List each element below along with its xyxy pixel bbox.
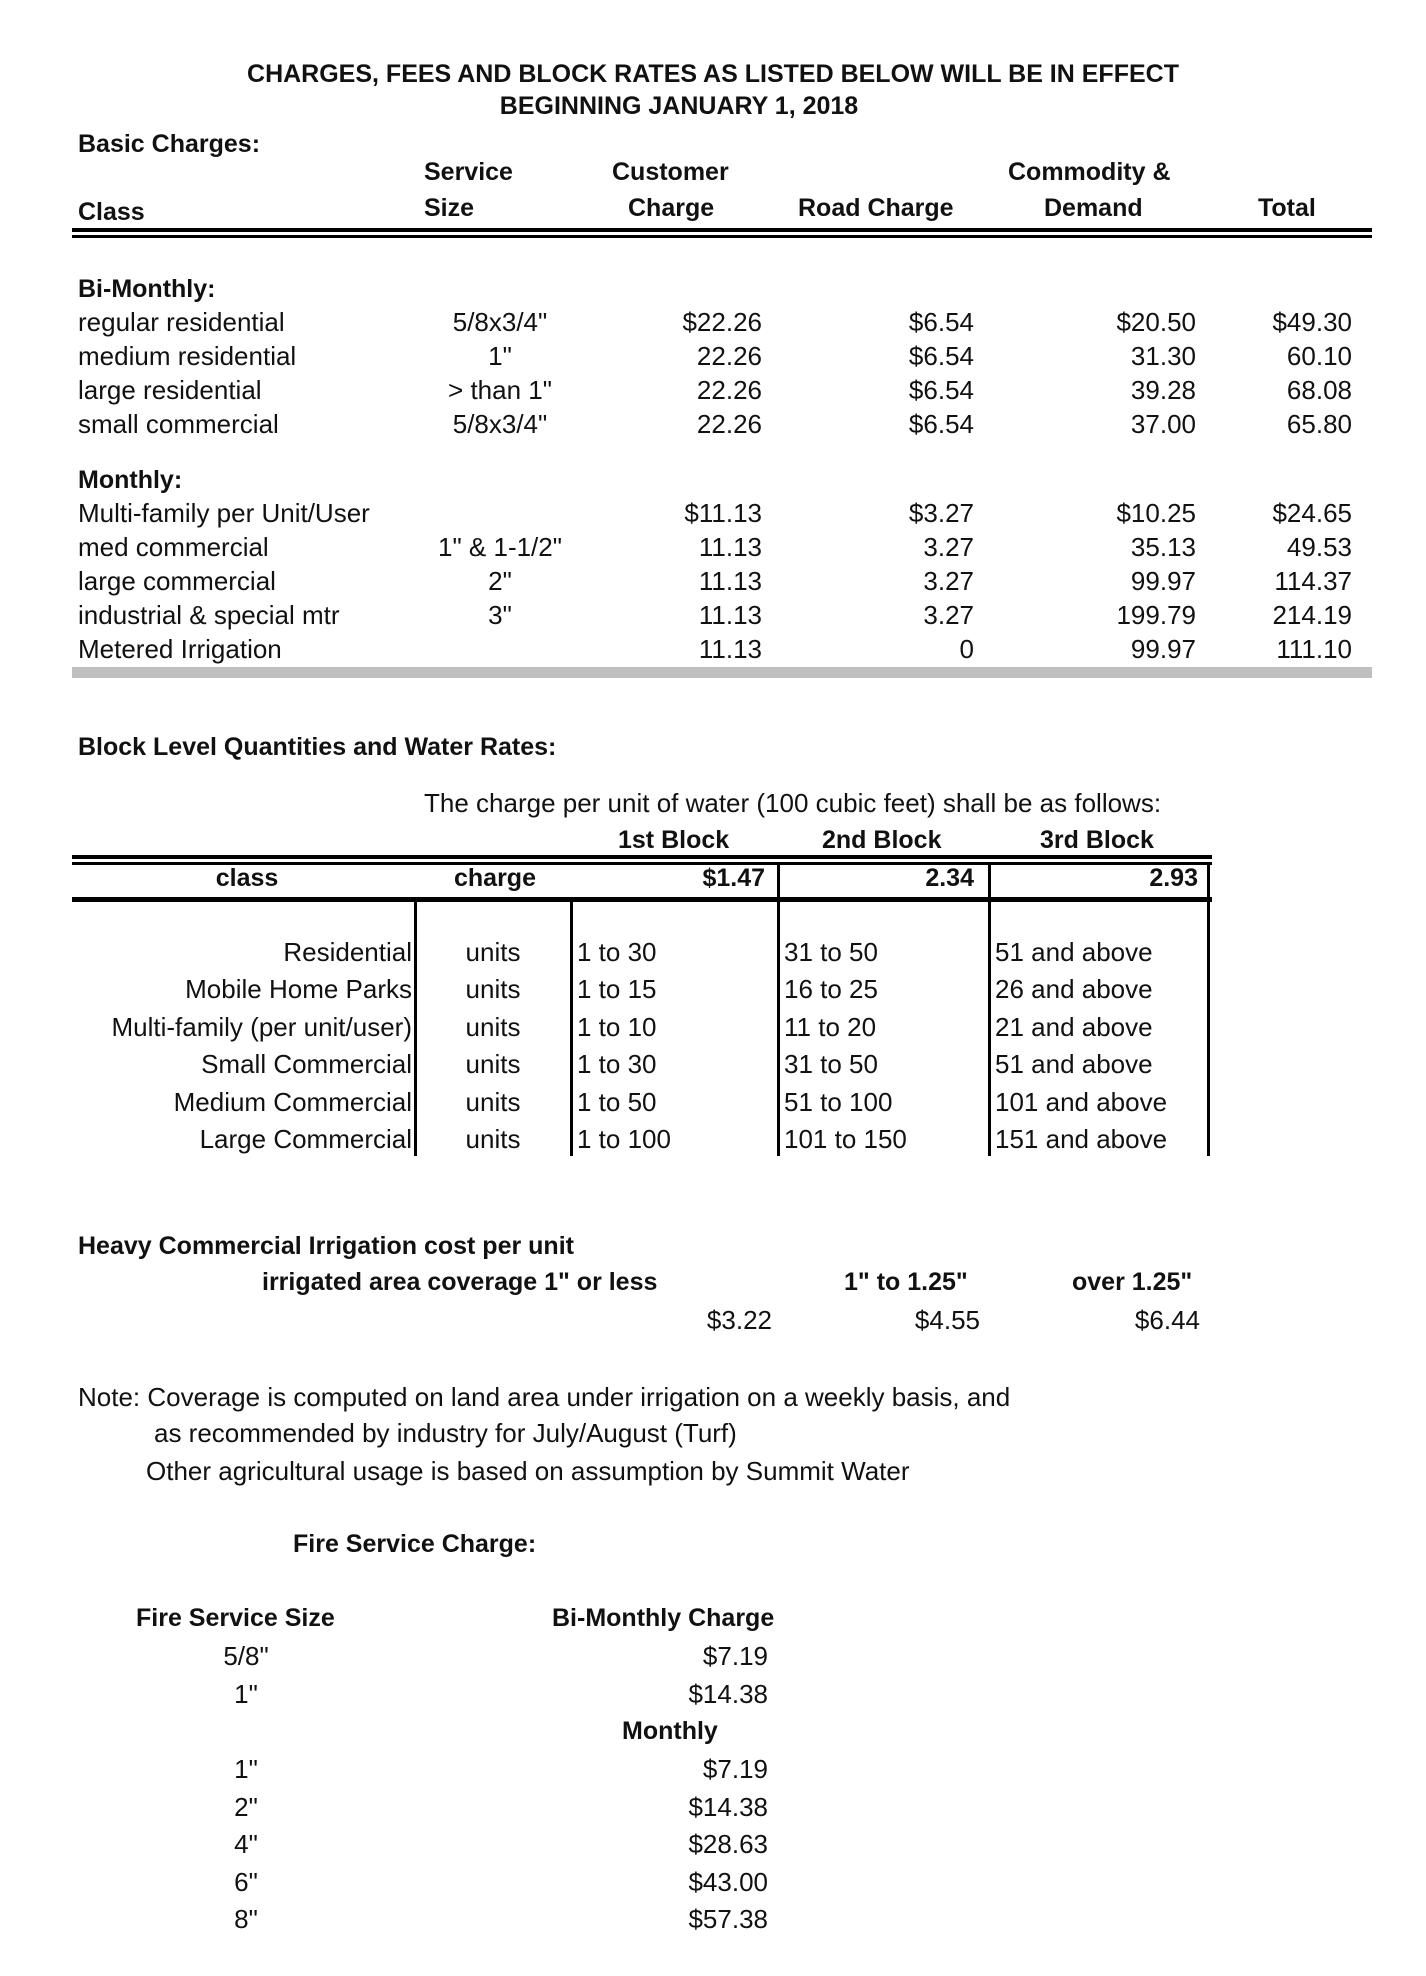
- cell-class: med commercial: [78, 532, 269, 562]
- block-divider: [570, 900, 573, 1156]
- block-rates-heading: Block Level Quantities and Water Rates:: [78, 733, 557, 761]
- cell-class: Large Commercial: [199, 1124, 412, 1154]
- cell-commodity-demand: 37.00: [1130, 409, 1196, 439]
- block-divider: [988, 900, 991, 1156]
- cell-block-3: 101 and above: [995, 1086, 1168, 1117]
- cell-block-1: 1 to 15: [577, 974, 657, 1005]
- cell-class: small commercial: [78, 409, 279, 439]
- block-divider: [777, 900, 780, 1156]
- fire-service-heading: Fire Service Charge:: [293, 1530, 537, 1558]
- cell-total: 65.80: [1286, 409, 1352, 439]
- cell-road-charge: 3.27: [923, 600, 974, 630]
- irrigation-value-3: $6.44: [1134, 1305, 1200, 1335]
- cell-block-1: 1 to 100: [577, 1124, 671, 1154]
- irrigation-note-2: as recommended by industry for July/August (Turf): [154, 1418, 737, 1448]
- cell-commodity-demand: 199.79: [1116, 600, 1196, 630]
- cell-class: Metered Irrigation: [78, 634, 282, 664]
- cell-total: $24.65: [1272, 498, 1352, 528]
- cell-total: 111.10: [1276, 634, 1352, 664]
- cell-unit: units: [465, 1011, 521, 1042]
- cell-customer-charge: $22.26: [682, 307, 762, 337]
- cell-total: 60.10: [1286, 341, 1352, 371]
- cell-customer-charge: 22.26: [696, 341, 762, 371]
- col-customer-charge-2: Charge: [628, 194, 715, 222]
- cell-class: Residential: [283, 937, 412, 967]
- cell-fire-charge: $57.38: [688, 1904, 768, 1934]
- irrigation-value-2: $4.55: [914, 1305, 980, 1335]
- cell-service-size: 5/8x3/4": [452, 409, 548, 439]
- cell-block-2: 101 to 150: [784, 1124, 907, 1154]
- cell-customer-charge: 11.13: [698, 566, 762, 596]
- cell-service-size: > than 1": [448, 375, 552, 405]
- cell-customer-charge: 22.26: [696, 409, 762, 439]
- cell-class: industrial & special mtr: [78, 600, 340, 630]
- cell-block-1: 1 to 50: [577, 1086, 657, 1117]
- fire-monthly-header: Monthly: [622, 1717, 718, 1745]
- col-class: Class: [78, 198, 145, 226]
- cell-fire-size: 4": [234, 1829, 258, 1859]
- cell-unit: units: [465, 937, 521, 967]
- header-double-rule-top: [72, 228, 1372, 232]
- col-total: Total: [1258, 194, 1316, 222]
- block-class-label: class: [215, 864, 279, 892]
- cell-fire-charge: $7.19: [702, 1641, 768, 1671]
- block-charge-label: charge: [454, 864, 536, 892]
- cell-block-3: 151 and above: [995, 1124, 1168, 1154]
- cell-block-2: 51 to 100: [784, 1086, 893, 1117]
- cell-road-charge: $6.54: [908, 307, 974, 337]
- cell-class: Multi-family per Unit/User: [78, 498, 370, 528]
- cell-customer-charge: 22.26: [696, 375, 762, 405]
- cell-road-charge: 3.27: [923, 532, 974, 562]
- cell-class: large residential: [78, 375, 262, 405]
- block-divider: [414, 900, 417, 1156]
- block-header-3: 3rd Block: [1040, 826, 1154, 854]
- cell-block-3: 21 and above: [995, 1011, 1153, 1042]
- col-customer-charge-1: Customer: [612, 158, 729, 186]
- fire-size-header: Fire Service Size: [136, 1604, 335, 1632]
- cell-service-size: 5/8x3/4": [452, 307, 548, 337]
- col-service-size-2: Size: [424, 194, 475, 222]
- cell-fire-charge: $28.63: [688, 1829, 768, 1859]
- cell-class: Medium Commercial: [173, 1086, 412, 1117]
- cell-class: Mobile Home Parks: [185, 974, 412, 1005]
- cell-class: Multi-family (per unit/user): [111, 1011, 412, 1042]
- cell-road-charge: 3.27: [923, 566, 974, 596]
- cell-road-charge: $6.54: [908, 341, 974, 371]
- block-charge-2: 2.34: [925, 864, 974, 892]
- col-commodity-1: Commodity &: [1008, 158, 1171, 186]
- cell-service-size: 2": [488, 566, 512, 596]
- cell-class: Small Commercial: [201, 1049, 412, 1080]
- cell-service-size: 3": [488, 600, 512, 630]
- block-header-1: 1st Block: [618, 826, 730, 854]
- cell-commodity-demand: $20.50: [1116, 307, 1196, 337]
- cell-block-2: 11 to 20: [784, 1011, 877, 1042]
- cell-customer-charge: $11.13: [684, 498, 762, 528]
- header-double-rule-bottom: [72, 235, 1372, 238]
- cell-block-1: 1 to 30: [577, 937, 657, 967]
- cell-fire-size: 6": [234, 1866, 258, 1897]
- cell-fire-charge: $7.19: [702, 1754, 768, 1784]
- cell-fire-size: 8": [234, 1904, 258, 1934]
- cell-fire-size: 1": [234, 1678, 258, 1709]
- block-divider: [1207, 865, 1210, 898]
- cell-total: 114.37: [1274, 566, 1352, 596]
- cell-unit: units: [465, 974, 521, 1005]
- block-charge-3: 2.93: [1149, 864, 1198, 892]
- cell-total: 68.08: [1286, 375, 1352, 405]
- cell-class: medium residential: [78, 341, 297, 371]
- bimonthly-heading: Bi-Monthly:: [78, 275, 216, 303]
- cell-customer-charge: 11.13: [698, 600, 762, 630]
- cell-commodity-demand: 31.30: [1130, 341, 1196, 371]
- block-rule-3: [72, 897, 1212, 902]
- block-rule-1: [72, 855, 1212, 859]
- cell-block-2: 16 to 25: [784, 974, 878, 1005]
- irrigation-col3: over 1.25": [1072, 1268, 1193, 1296]
- cell-block-3: 26 and above: [995, 974, 1153, 1005]
- cell-block-2: 31 to 50: [784, 1049, 878, 1080]
- basic-charges-heading: Basic Charges:: [78, 130, 261, 158]
- cell-block-1: 1 to 30: [577, 1049, 657, 1080]
- irrigation-heading: Heavy Commercial Irrigation cost per unit: [78, 1232, 574, 1260]
- gray-rule: [72, 667, 1372, 678]
- cell-commodity-demand: $10.25: [1116, 498, 1196, 528]
- irrigation-note-3: Other agricultural usage is based on assumption by Summit Water: [146, 1456, 910, 1486]
- cell-total: 214.19: [1272, 600, 1352, 630]
- block-divider: [988, 865, 991, 898]
- cell-fire-size: 2": [234, 1791, 258, 1822]
- cell-unit: units: [465, 1124, 521, 1154]
- cell-commodity-demand: 39.28: [1130, 375, 1196, 405]
- cell-block-3: 51 and above: [995, 1049, 1153, 1080]
- cell-service-size: 1" & 1-1/2": [438, 532, 562, 562]
- cell-fire-charge: $43.00: [688, 1866, 768, 1897]
- cell-service-size: 1": [488, 341, 512, 371]
- cell-commodity-demand: 99.97: [1130, 634, 1196, 664]
- irrigation-value-1: $3.22: [706, 1305, 772, 1335]
- cell-commodity-demand: 35.13: [1130, 532, 1196, 562]
- cell-block-2: 31 to 50: [784, 937, 878, 967]
- col-commodity-2: Demand: [1044, 194, 1143, 222]
- cell-fire-charge: $14.38: [688, 1678, 768, 1709]
- block-divider: [777, 865, 780, 898]
- cell-road-charge: $6.54: [908, 375, 974, 405]
- cell-fire-charge: $14.38: [688, 1791, 768, 1822]
- cell-block-1: 1 to 10: [577, 1011, 657, 1042]
- cell-road-charge: 0: [959, 634, 974, 664]
- monthly-heading: Monthly:: [78, 466, 183, 494]
- cell-road-charge: $3.27: [908, 498, 974, 528]
- block-header-2: 2nd Block: [822, 826, 942, 854]
- irrigation-coverage-label: irrigated area coverage 1" or less: [262, 1268, 658, 1296]
- cell-fire-size: 5/8": [223, 1641, 269, 1671]
- irrigation-note-1: Note: Coverage is computed on land area under irrigation on a weekly basis, and: [78, 1382, 1011, 1412]
- col-road-charge: Road Charge: [798, 194, 954, 222]
- cell-fire-size: 1": [234, 1754, 258, 1784]
- cell-customer-charge: 11.13: [698, 532, 762, 562]
- cell-class: large commercial: [78, 566, 276, 596]
- cell-total: $49.30: [1272, 307, 1352, 337]
- cell-total: 49.53: [1286, 532, 1352, 562]
- block-divider: [1207, 900, 1210, 1156]
- doc-title-line2: BEGINNING JANUARY 1, 2018: [499, 92, 859, 120]
- cell-unit: units: [465, 1086, 521, 1117]
- doc-title-line1: CHARGES, FEES AND BLOCK RATES AS LISTED BELOW WILL BE IN EFFECT: [247, 60, 1179, 88]
- cell-road-charge: $6.54: [908, 409, 974, 439]
- block-charge-1: $1.47: [702, 864, 765, 892]
- col-service-size-1: Service: [424, 158, 513, 186]
- cell-block-3: 51 and above: [995, 937, 1153, 967]
- cell-customer-charge: 11.13: [698, 634, 762, 664]
- cell-commodity-demand: 99.97: [1130, 566, 1196, 596]
- irrigation-col2: 1" to 1.25": [844, 1268, 968, 1296]
- fire-bimonthly-header: Bi-Monthly Charge: [552, 1604, 775, 1632]
- cell-unit: units: [465, 1049, 521, 1080]
- cell-class: regular residential: [78, 307, 285, 337]
- block-rates-intro: The charge per unit of water (100 cubic feet) shall be as follows:: [424, 788, 1162, 818]
